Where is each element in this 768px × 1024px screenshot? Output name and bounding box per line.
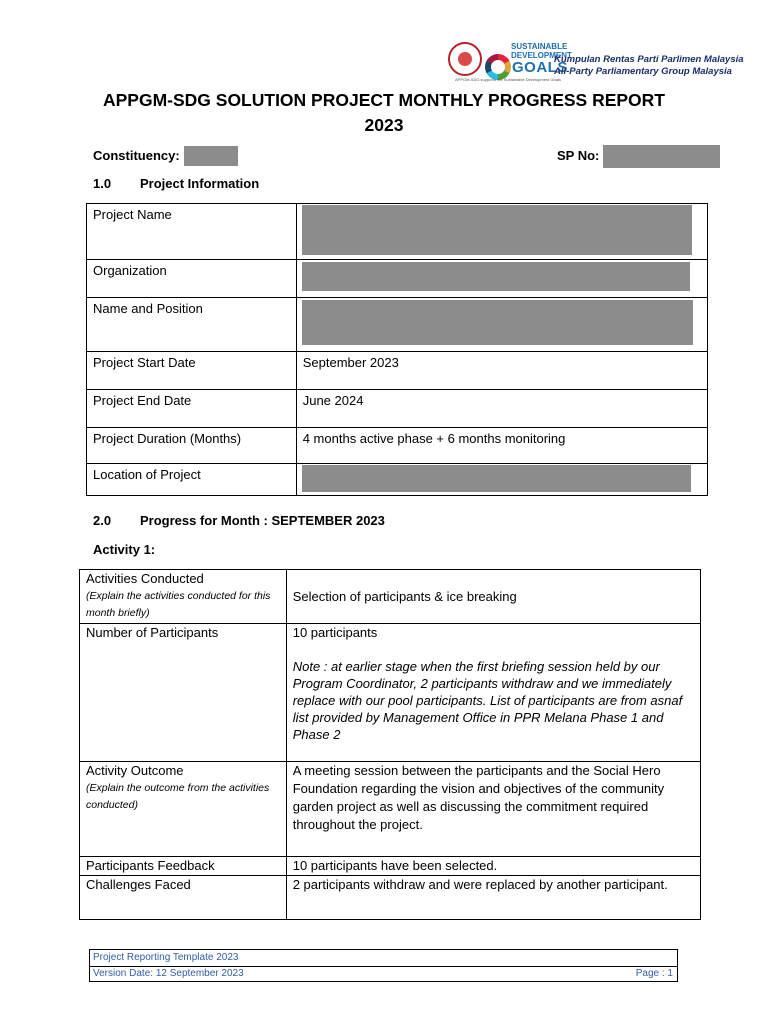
location-redacted (302, 465, 691, 492)
activities-conducted-value: Selection of participants & ice breaking (286, 570, 700, 624)
table-row (87, 428, 708, 464)
table-row (80, 876, 701, 920)
name-position-value (296, 298, 707, 352)
org-name-english: All-Party Parliamentary Group Malaysia (554, 66, 732, 77)
participants-label: Number of Participants (80, 624, 287, 762)
activity-heading: Activity 1: (93, 542, 156, 557)
table-row (80, 762, 701, 857)
end-date-value: June 2024 (296, 390, 707, 428)
start-date-label: Project Start Date (87, 352, 297, 390)
end-date-label: Project End Date (87, 390, 297, 428)
participants-note: Note : at earlier stage when the first briefing session held by our Program Coordinator, 2 participants withdraw and we immediately replace with our pool participants. List of participants are from asnaf list provided by Management Office in PPR Melana Phase 1 and Phase 2 (292, 659, 683, 742)
page-footer (89, 949, 678, 982)
challenges-value: 2 participants withdraw and were replaced by another participant. (286, 876, 700, 920)
outcome-hint: (Explain the outcome from the activities conducted) (86, 782, 270, 811)
location-value (296, 464, 707, 496)
activities-conducted-label: Activities Conducted (86, 571, 204, 586)
project-name-label: Project Name (87, 204, 297, 260)
sp-no-label: SP No: (557, 148, 600, 163)
section2-title: Progress for Month : SEPTEMBER 2023 (140, 513, 385, 528)
table-row (87, 352, 708, 390)
section2-number: 2.0 (93, 513, 112, 528)
section1-title: Project Information (140, 176, 260, 191)
project-name-redacted (302, 205, 692, 255)
activities-conducted-hint: (Explain the activities conducted for this month briefly) (86, 590, 271, 619)
participants-value: 10 participants (292, 625, 378, 640)
duration-value: 4 months active phase + 6 months monitoring (296, 428, 707, 464)
constituency-redacted (184, 146, 238, 166)
name-position-label: Name and Position (87, 298, 297, 352)
organization-label: Organization (87, 260, 297, 298)
table-row (87, 390, 708, 428)
footer-template: Project Reporting Template 2023 (93, 952, 239, 963)
table-row (87, 260, 708, 298)
outcome-value: A meeting session between the participants and the Social Hero Foundation regarding the vision and objectives of the community garden project as well as discussing the commitment required throughout the project. (286, 762, 700, 857)
feedback-label: Participants Feedback (80, 857, 287, 876)
table-row (80, 624, 701, 762)
outcome-label: Activity Outcome (86, 763, 184, 778)
section1-number: 1.0 (93, 176, 112, 191)
sdg-wordmark: SUSTAINABLE DEVELOPMENT (511, 42, 572, 60)
table-row (80, 570, 701, 624)
report-title: APPGM-SDG SOLUTION PROJECT MONTHLY PROGRESS REPORT (102, 90, 665, 110)
constituency-label: Constituency: (93, 148, 180, 163)
activities-conducted-cell (80, 570, 287, 624)
sp-no-redacted (603, 145, 720, 168)
table-row (87, 298, 708, 352)
footer-version: Version Date: 12 September 2023 (93, 968, 244, 979)
organization-redacted (302, 262, 690, 291)
table-row (87, 204, 708, 260)
activity-table (79, 569, 701, 920)
organization-value (296, 260, 707, 298)
challenges-label: Challenges Faced (80, 876, 287, 920)
name-position-redacted (302, 300, 693, 345)
project-info-table (86, 203, 708, 496)
start-date-value: September 2023 (296, 352, 707, 390)
org-name-malay: Kumpulan Rentas Parti Parlimen Malaysia (554, 54, 744, 65)
duration-label: Project Duration (Months) (87, 428, 297, 464)
header-logos (448, 40, 744, 88)
project-name-value (296, 204, 707, 260)
parliament-seal-icon (448, 42, 482, 76)
report-year: 2023 (364, 115, 404, 135)
sdg-goals-text: GOALS (512, 59, 568, 76)
participants-cell (286, 624, 700, 762)
table-row (80, 857, 701, 876)
location-label: Location of Project (87, 464, 297, 496)
sdg-tagline: APPGM-SDG supports the Sustainable Development Goals (455, 77, 561, 82)
table-row (87, 464, 708, 496)
footer-page: Page : 1 (635, 968, 673, 979)
footer-divider (90, 966, 677, 967)
feedback-value: 10 participants have been selected. (286, 857, 700, 876)
outcome-cell (80, 762, 287, 857)
